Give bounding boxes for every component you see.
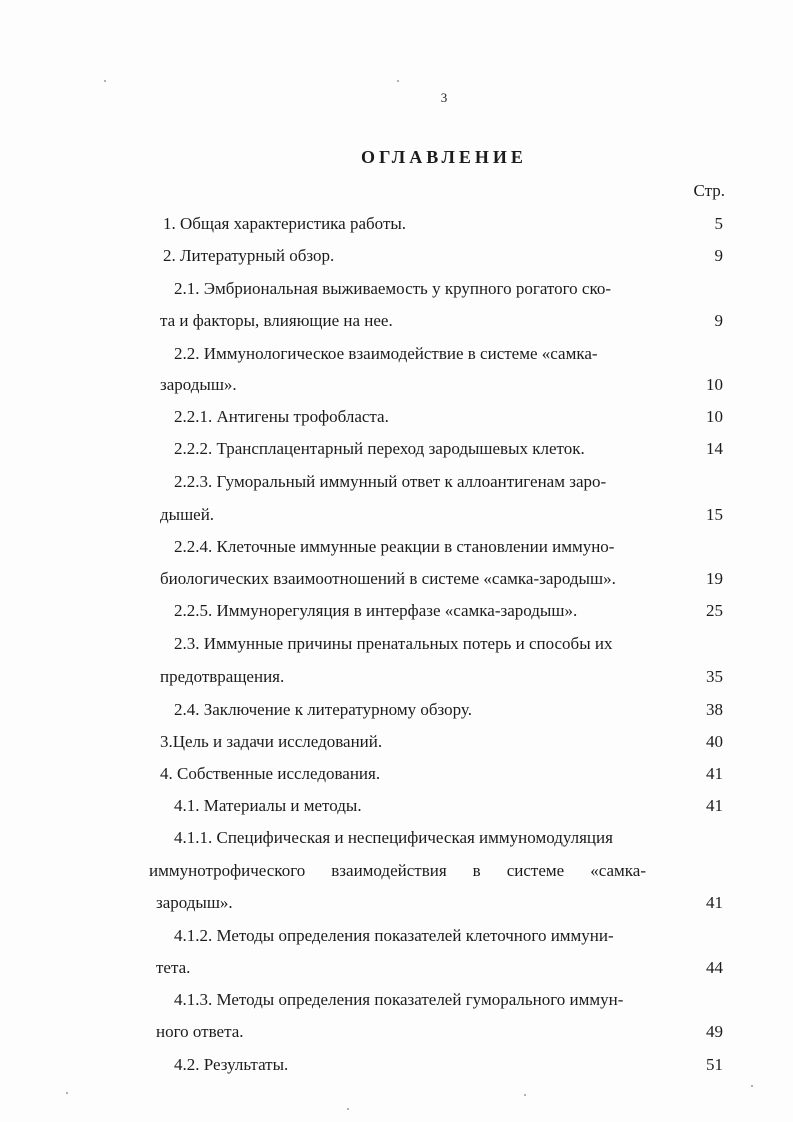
toc-entry-page: 15: [706, 505, 723, 524]
toc-entry-text: 4.2. Результаты.: [174, 1055, 289, 1074]
toc-entry: [0, 404, 793, 430]
toc-entry: [0, 276, 793, 302]
toc-entry-page: 25: [706, 601, 723, 620]
toc-entry: [0, 469, 793, 495]
toc-entry-text: биологических взаимоотношений в системе «самка-зародыш».: [160, 569, 616, 588]
toc-entry-page: 14: [706, 439, 723, 458]
toc-entry-text: 2.3. Иммунные причины пренатальных потерь и способы их: [174, 634, 613, 653]
toc-entry-page: 19: [706, 569, 723, 588]
toc-entry-text: 2.1. Эмбриональная выживаемость у крупного рогатого ско-: [174, 279, 612, 298]
toc-entry: [0, 1019, 793, 1045]
page-column-header: Стр.: [693, 181, 725, 200]
toc-entry: [0, 987, 793, 1013]
toc-entry: [0, 761, 793, 787]
toc-entry-text: 2.2.4. Клеточные иммунные реакции в становлении иммуно-: [174, 537, 615, 556]
toc-entry-page: 41: [706, 764, 723, 783]
toc-entry: [0, 664, 793, 690]
toc-entry-text: 4. Собственные исследования.: [160, 764, 381, 783]
toc-entry: [0, 631, 793, 657]
scan-speck: [66, 1092, 68, 1094]
toc-entry-text: 4.1.3. Методы определения показателей гуморального иммун-: [174, 990, 624, 1009]
toc-entry-text: 1. Общая характеристика работы.: [163, 214, 407, 233]
toc-entry: [0, 308, 793, 334]
toc-entry-text: тета.: [156, 958, 191, 977]
toc-entry-text: 2.2.2. Трансплацентарный переход зародышевых клеток.: [174, 439, 585, 458]
toc-entry-text: предотвращения.: [160, 667, 285, 686]
toc-entry-text: иммунотрофического взаимодействия в системе «самка-: [149, 861, 646, 880]
toc-entry-text: 2.2. Иммунологическое взаимодействие в системе «самка-: [174, 344, 598, 363]
page-number: 3: [440, 90, 448, 105]
toc-entry-page: 40: [706, 732, 723, 751]
toc-entry-text: та и факторы, влияющие на нее.: [160, 311, 393, 330]
toc-entry-text: 4.1.1. Специфическая и неспецифическая иммуномодуляция: [174, 828, 613, 847]
toc-entry-page: 9: [714, 246, 723, 265]
toc-entry-text: зародыш».: [160, 375, 237, 394]
toc-entry: [0, 729, 793, 755]
toc-entry: [0, 890, 793, 916]
toc-entry: [0, 697, 793, 723]
toc-entry-page: 49: [706, 1022, 723, 1041]
toc-title: ОГЛАВЛЕНИЕ: [361, 147, 527, 167]
toc-entry-text: 2. Литературный обзор.: [163, 246, 335, 265]
toc-entry-page: 41: [706, 796, 723, 815]
scan-speck: [104, 80, 106, 82]
toc-entry-text: дышей.: [160, 505, 215, 524]
toc-entry: [0, 243, 793, 269]
toc-entry-text: 3.Цель и задачи исследований.: [160, 732, 383, 751]
toc-entry: [0, 923, 793, 949]
toc-entry-page: 38: [706, 700, 723, 719]
toc-entry-text: 4.1.2. Методы определения показателей клеточного иммуни-: [174, 926, 614, 945]
toc-entry-text: ного ответа.: [156, 1022, 244, 1041]
scan-speck: [347, 1108, 349, 1110]
toc-entry: [0, 1052, 793, 1078]
toc-entry: [0, 793, 793, 819]
toc-entry-page: 44: [706, 958, 723, 977]
toc-entry-page: 35: [706, 667, 723, 686]
toc-entry: [0, 566, 793, 592]
toc-entry: [0, 825, 793, 851]
toc-entry-page: 9: [714, 311, 723, 330]
scan-speck: [524, 1094, 526, 1096]
toc-entry: [0, 341, 793, 367]
toc-entry: [0, 502, 793, 528]
toc-entry: [0, 211, 793, 237]
toc-entry-page: 51: [706, 1055, 723, 1074]
toc-entry: [0, 436, 793, 462]
toc-entry-text: 4.1. Материалы и методы.: [174, 796, 362, 815]
toc-entry: [0, 372, 793, 398]
toc-entry-page: 10: [706, 407, 723, 426]
scan-speck: [751, 1085, 753, 1087]
toc-entry-page: 10: [706, 375, 723, 394]
toc-entry-page: 5: [714, 214, 723, 233]
toc-entry-text: зародыш».: [156, 893, 233, 912]
toc-entry: [0, 858, 793, 884]
scan-speck: [397, 80, 399, 82]
toc-entry-text: 2.2.1. Антигены трофобласта.: [174, 407, 389, 426]
toc-entry-page: 41: [706, 893, 723, 912]
toc-entry-text: 2.4. Заключение к литературному обзору.: [174, 700, 472, 719]
toc-entry: [0, 598, 793, 624]
toc-entry-text: 2.2.3. Гуморальный иммунный ответ к аллоантигенам заро-: [174, 472, 607, 491]
toc-entry: [0, 534, 793, 560]
toc-entry-text: 2.2.5. Иммунорегуляция в интерфазе «самка-зародыш».: [174, 601, 578, 620]
toc-entry: [0, 955, 793, 981]
